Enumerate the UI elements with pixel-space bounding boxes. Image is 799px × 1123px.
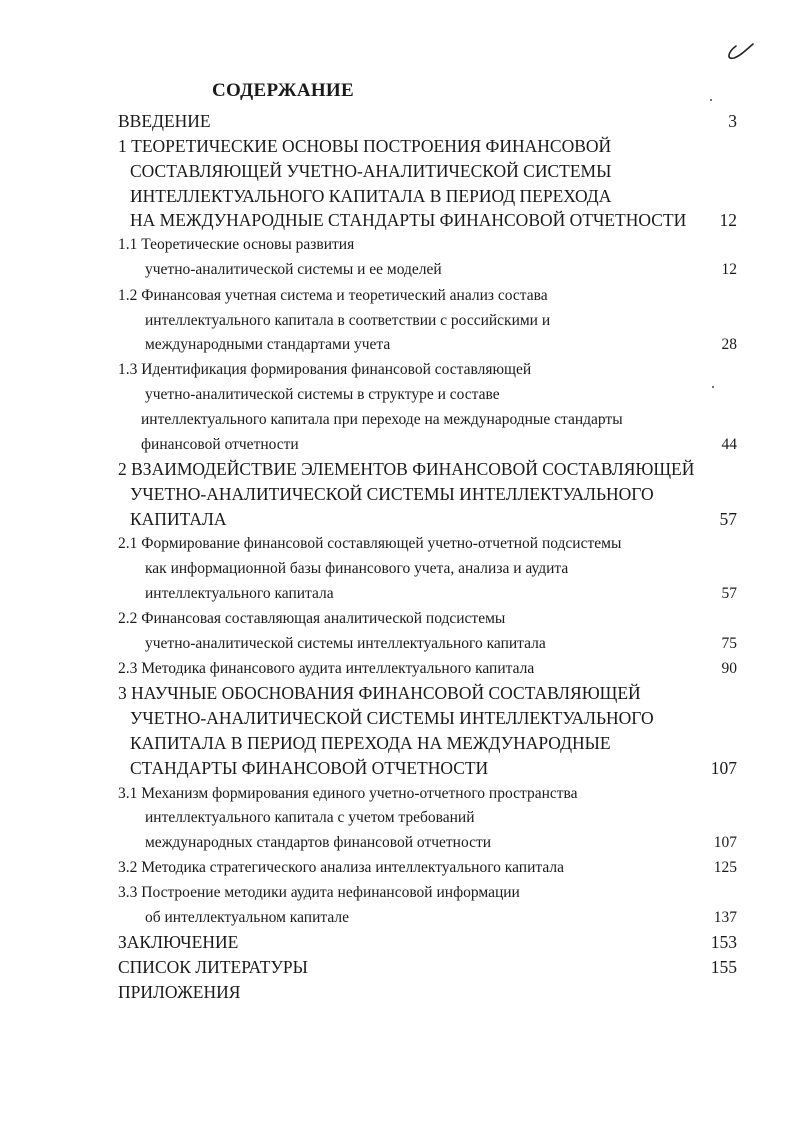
toc-entry-continuation: СОСТАВЛЯЮЩЕЙ УЧЕТНО-АНАЛИТИЧЕСКОЙ СИСТЕМЫ (130, 161, 612, 181)
toc-page-number: 12 (719, 210, 737, 230)
toc-page-number: 57 (721, 585, 737, 602)
toc-entry-title: 1.2 Финансовая учетная система и теоретический анализ состава (118, 287, 548, 304)
toc-page-number: 75 (721, 635, 737, 652)
toc-entry-continuation: учетно-аналитической системы интеллектуального капитала (145, 635, 546, 652)
toc-page-number: 125 (713, 859, 737, 876)
toc-entry-title: ПРИЛОЖЕНИЯ (118, 982, 241, 1002)
toc-entry-title: 1.1 Теоретические основы развития (118, 236, 355, 253)
toc-entry-title: 3.1 Механизм формирования единого учетно-отчетного пространства (118, 785, 578, 802)
toc-entry-title: СПИСОК ЛИТЕРАТУРЫ (118, 957, 308, 977)
scan-speck (710, 99, 712, 101)
toc-entry-continuation: интеллектуального капитала в соответствии с российскими и (145, 312, 551, 329)
toc-entry-continuation: интеллектуального капитала при переходе на международные стандарты (141, 411, 623, 428)
toc-entry-continuation: международных стандартов финансовой отчетности (145, 834, 492, 851)
page-title: СОДЕРЖАНИЕ (212, 80, 354, 101)
toc-entry-title: 3 НАУЧНЫЕ ОБОСНОВАНИЯ ФИНАНСОВОЙ СОСТАВЛЯЮЩЕЙ (118, 683, 641, 703)
scan-speck (712, 386, 714, 388)
toc-entry-title: 1.3 Идентификация формирования финансовой составляющей (118, 361, 532, 378)
toc-entry-continuation: интеллектуального капитала с учетом требований (145, 809, 475, 826)
toc-entry-continuation: как информационной базы финансового учета, анализа и аудита (145, 560, 569, 577)
toc-entry-title: 3.3 Построение методики аудита нефинансовой информации (118, 884, 520, 901)
toc-entry-continuation: интеллектуального капитала (145, 585, 334, 602)
toc-page-number: 12 (721, 261, 737, 278)
toc-entry-title: 1 ТЕОРЕТИЧЕСКИЕ ОСНОВЫ ПОСТРОЕНИЯ ФИНАНСОВОЙ (118, 136, 612, 156)
toc-entry-continuation: учетно-аналитической системы и ее моделей (145, 261, 442, 278)
toc-entry-continuation: УЧЕТНО-АНАЛИТИЧЕСКОЙ СИСТЕМЫ ИНТЕЛЛЕКТУАЛЬНОГО (130, 484, 654, 504)
toc-entry-continuation: НА МЕЖДУНАРОДНЫЕ СТАНДАРТЫ ФИНАНСОВОЙ ОТЧЕТНОСТИ (130, 210, 687, 230)
toc-page-number: 155 (710, 957, 737, 977)
toc-page-number: 44 (721, 436, 737, 453)
toc-entry-title: 2.1 Формирование финансовой составляющей учетно-отчетной подсистемы (118, 535, 622, 552)
toc-page-number: 137 (713, 909, 737, 926)
toc-page-number: 57 (719, 509, 737, 529)
toc-entry-title: ЗАКЛЮЧЕНИЕ (118, 932, 239, 952)
toc-entry-title: 3.2 Методика стратегического анализа интеллектуального капитала (118, 859, 564, 876)
toc-entry-continuation: СТАНДАРТЫ ФИНАНСОВОЙ ОТЧЕТНОСТИ (130, 758, 489, 778)
toc-entry-title: ВВЕДЕНИЕ (118, 111, 211, 131)
toc-page-number: 107 (710, 758, 737, 778)
toc-entry-continuation: международными стандартами учета (145, 336, 391, 353)
toc-entry-continuation: ИНТЕЛЛЕКТУАЛЬНОГО КАПИТАЛА В ПЕРИОД ПЕРЕХОДА (130, 186, 612, 206)
toc-page-number: 153 (710, 932, 737, 952)
toc-entry-continuation: об интеллектуальном капитале (145, 909, 349, 926)
toc-page-number: 107 (713, 834, 737, 851)
toc-entry-continuation: финансовой отчетности (141, 436, 299, 453)
toc-page-number: 90 (721, 660, 737, 677)
toc-entry-continuation: учетно-аналитической системы в структуре и составе (145, 386, 500, 403)
toc-entry-continuation: УЧЕТНО-АНАЛИТИЧЕСКОЙ СИСТЕМЫ ИНТЕЛЛЕКТУАЛЬНОГО (130, 708, 654, 728)
toc-page-number: 28 (721, 336, 737, 353)
toc-entry-title: 2 ВЗАИМОДЕЙСТВИЕ ЭЛЕМЕНТОВ ФИНАНСОВОЙ СОСТАВЛЯЮЩЕЙ (118, 459, 695, 479)
toc-entry-title: 2.2 Финансовая составляющая аналитической подсистемы (118, 610, 506, 627)
toc-entry-continuation: КАПИТАЛА (130, 509, 227, 529)
toc-entry-continuation: КАПИТАЛА В ПЕРИОД ПЕРЕХОДА НА МЕЖДУНАРОДНЫЕ (130, 733, 611, 753)
toc-entry-title: 2.3 Методика финансового аудита интеллектуального капитала (118, 660, 535, 677)
toc-page-number: 3 (728, 111, 737, 131)
